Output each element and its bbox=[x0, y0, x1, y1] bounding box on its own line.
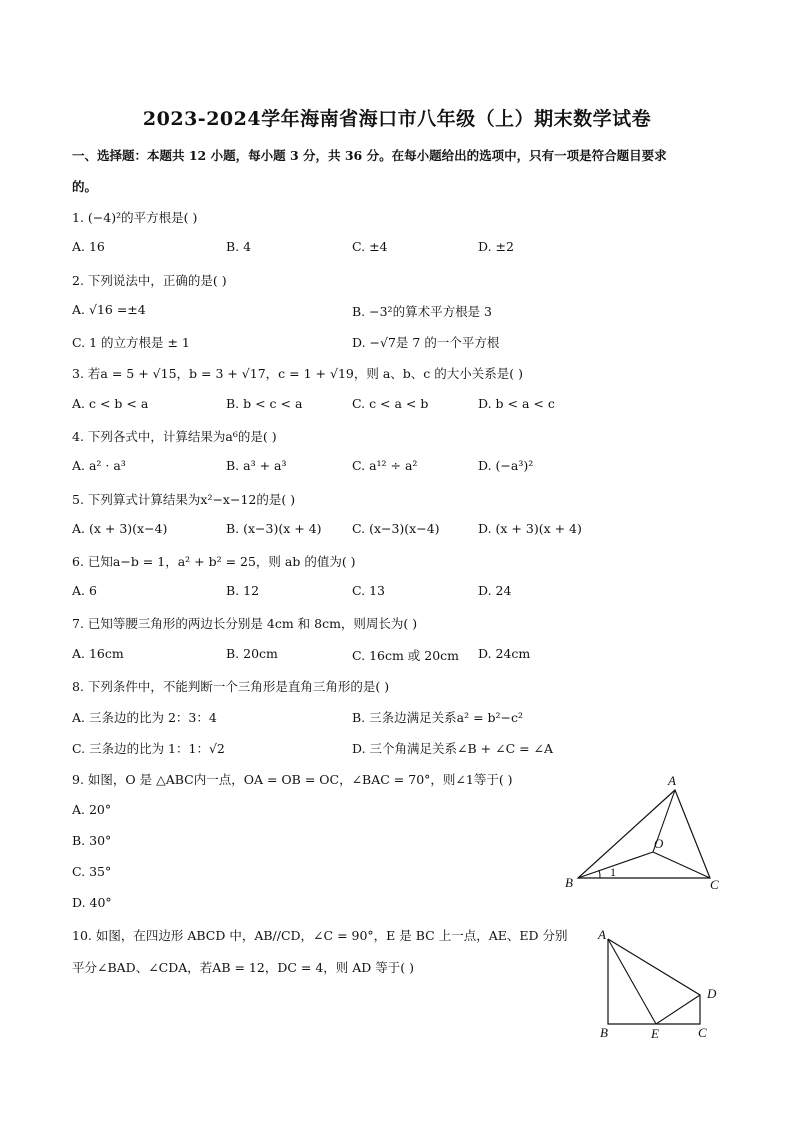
question-7-stem: 7. 已知等腰三角形的两边长分别是 4cm 和 8cm，则周长为( ) bbox=[72, 616, 418, 631]
question-7-option-c: C. 16cm 或 20cm bbox=[352, 648, 460, 663]
section-instructions-line2: 的。 bbox=[72, 179, 98, 194]
question-10-stem-line2: 平分∠BAD、∠CDA，若AB = 12，DC = 4，则 AD 等于( ) bbox=[72, 960, 415, 975]
triangle-abc-figure bbox=[560, 770, 730, 895]
question-3-option-b: B. b < c < a bbox=[226, 396, 303, 411]
question-7-option-a: A. 16cm bbox=[72, 646, 124, 661]
question-4-option-c: C. a¹² ÷ a² bbox=[352, 458, 418, 473]
figure9-angle-label: 1 bbox=[610, 865, 616, 879]
question-2-option-d: D. −√7是 7 的一个平方根 bbox=[352, 335, 500, 350]
question-3-option-c: C. c < a < b bbox=[352, 396, 429, 411]
question-2-stem: 2. 下列说法中，正确的是( ) bbox=[72, 273, 227, 288]
question-4-option-d: D. (−a³)² bbox=[478, 458, 534, 473]
question-8-stem: 8. 下列条件中，不能判断一个三角形是直角三角形的是( ) bbox=[72, 679, 390, 694]
figure10-label-a: A bbox=[598, 927, 606, 942]
question-4-option-b: B. a³ + a³ bbox=[226, 458, 287, 473]
question-2-option-a: A. √16 =±4 bbox=[72, 302, 146, 317]
question-5-option-c: C. (x−3)(x−4) bbox=[352, 521, 440, 536]
question-8-option-b: B. 三条边满足关系a² = b²−c² bbox=[352, 710, 524, 725]
question-1-option-b: B. 4 bbox=[226, 239, 252, 254]
question-9-option-d: D. 40° bbox=[72, 895, 112, 910]
figure9-label-c: C bbox=[710, 877, 719, 892]
question-8-option-d: D. 三个角满足关系∠B + ∠C = ∠A bbox=[352, 741, 554, 756]
question-1-option-a: A. 16 bbox=[72, 239, 105, 254]
figure9-label-a: A bbox=[668, 773, 676, 788]
question-6-option-c: C. 13 bbox=[352, 583, 385, 598]
question-3-option-a: A. c < b < a bbox=[72, 396, 149, 411]
question-5-option-b: B. (x−3)(x + 4) bbox=[226, 521, 322, 536]
figure9-label-b: B bbox=[565, 875, 573, 890]
question-10-stem-line1: 10. 如图，在四边形 ABCD 中，AB//CD，∠C = 90°，E 是 BC 上一点，AE、ED 分别 bbox=[72, 928, 568, 943]
question-4-stem: 4. 下列各式中，计算结果为a⁶的是( ) bbox=[72, 429, 277, 444]
question-6-stem: 6. 已知a−b = 1，a² + b² = 25，则 ab 的值为( ) bbox=[72, 554, 356, 569]
question-2-option-c: C. 1 的立方根是 ± 1 bbox=[72, 335, 190, 350]
question-9-stem: 9. 如图，O 是 △ABC内一点，OA = OB = OC，∠BAC = 70°，则∠1等于( ) bbox=[72, 772, 513, 787]
figure10-label-d: D bbox=[707, 986, 717, 1001]
question-8-option-a: A. 三条边的比为 2：3：4 bbox=[72, 710, 217, 725]
question-6-option-d: D. 24 bbox=[478, 583, 512, 598]
question-1-option-c: C. ±4 bbox=[352, 239, 388, 254]
section-instructions-line1: 一、选择题：本题共 12 小题，每小题 3 分，共 36 分。在每小题给出的选项中，只有一项是符合题目要求 bbox=[72, 148, 667, 163]
question-5-option-d: D. (x + 3)(x + 4) bbox=[478, 521, 582, 536]
question-2-option-b: B. −3²的算术平方根是 3 bbox=[352, 304, 492, 319]
page-title: 2023-2024学年海南省海口市八年级（上）期末数学试卷 bbox=[142, 108, 652, 130]
question-8-option-c: C. 三条边的比为 1：1：√2 bbox=[72, 741, 225, 756]
figure10-label-b: B bbox=[600, 1025, 608, 1040]
question-9-option-a: A. 20° bbox=[72, 802, 112, 817]
figure10-label-c: C bbox=[698, 1025, 707, 1040]
question-3-stem: 3. 若a = 5 + √15，b = 3 + √17，c = 1 + √19，则 a、b、c 的大小关系是( ) bbox=[72, 366, 523, 381]
question-6-option-a: A. 6 bbox=[72, 583, 97, 598]
question-5-option-a: A. (x + 3)(x−4) bbox=[72, 521, 168, 536]
question-7-option-b: B. 20cm bbox=[226, 646, 278, 661]
figure9-label-o: O bbox=[654, 836, 664, 851]
question-4-option-a: A. a² · a³ bbox=[72, 458, 126, 473]
question-9-option-b: B. 30° bbox=[72, 833, 112, 848]
question-7-option-d: D. 24cm bbox=[478, 646, 531, 661]
figure10-label-e: E bbox=[651, 1026, 659, 1041]
question-1-stem: 1. (−4)²的平方根是( ) bbox=[72, 210, 198, 225]
question-6-option-b: B. 12 bbox=[226, 583, 260, 598]
question-9-option-c: C. 35° bbox=[72, 864, 112, 879]
quadrilateral-abcd-figure bbox=[590, 925, 725, 1045]
question-5-stem: 5. 下列算式计算结果为x²−x−12的是( ) bbox=[72, 492, 296, 507]
question-1-option-d: D. ±2 bbox=[478, 239, 514, 254]
question-3-option-d: D. b < a < c bbox=[478, 396, 555, 411]
